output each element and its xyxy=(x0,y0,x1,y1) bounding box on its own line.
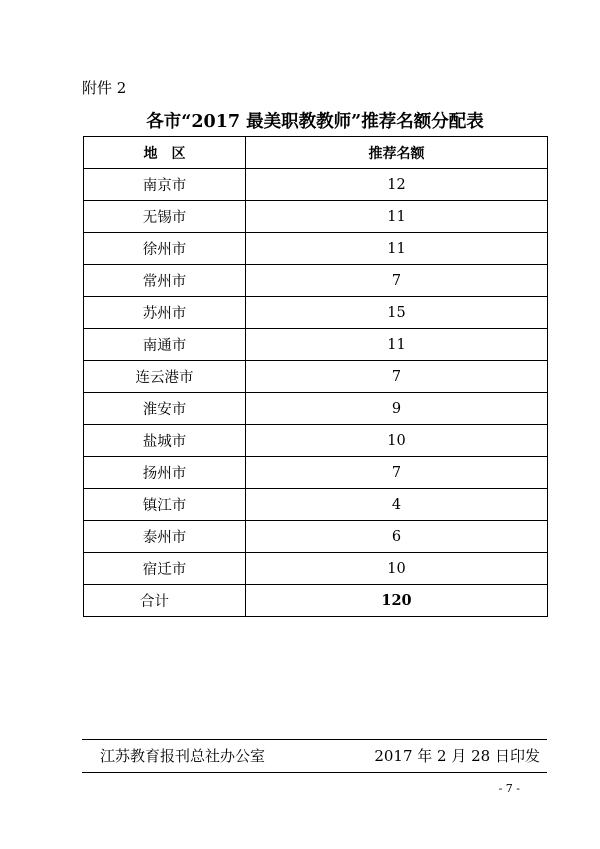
region-cell: 徐州市 xyxy=(84,233,246,265)
table-row xyxy=(84,521,548,553)
quota-cell: 11 xyxy=(246,329,548,361)
table-row xyxy=(84,201,548,233)
table-row xyxy=(84,169,548,201)
table-row xyxy=(84,457,548,489)
region-cell: 盐城市 xyxy=(84,425,246,457)
quota-cell: 7 xyxy=(246,361,548,393)
quota-cell: 6 xyxy=(246,521,548,553)
region-cell: 苏州市 xyxy=(84,297,246,329)
region-cell: 淮安市 xyxy=(84,393,246,425)
region-cell: 南通市 xyxy=(84,329,246,361)
quota-cell: 7 xyxy=(246,265,548,297)
quota-cell: 10 xyxy=(246,553,548,585)
footer-top-rule xyxy=(82,739,547,740)
table-row xyxy=(84,329,548,361)
quota-cell: 9 xyxy=(246,393,548,425)
region-cell: 无锡市 xyxy=(84,201,246,233)
quota-cell: 10 xyxy=(246,425,548,457)
quota-cell: 15 xyxy=(246,297,548,329)
quota-cell: 4 xyxy=(246,489,548,521)
region-cell: 扬州市 xyxy=(84,457,246,489)
quota-cell: 12 xyxy=(246,169,548,201)
table-row xyxy=(84,489,548,521)
table-row xyxy=(84,265,548,297)
table-row xyxy=(84,361,548,393)
total-label: 合计 xyxy=(84,585,246,617)
quota-cell: 7 xyxy=(246,457,548,489)
region-cell: 镇江市 xyxy=(84,489,246,521)
header-region: 地 区 xyxy=(84,137,246,169)
table-row xyxy=(84,297,548,329)
table-row xyxy=(84,425,548,457)
footer-bottom-rule xyxy=(82,772,547,773)
document-title: 各市“2017 最美职教教师”推荐名额分配表 xyxy=(146,112,484,132)
table-row xyxy=(84,393,548,425)
region-cell: 连云港市 xyxy=(84,361,246,393)
total-value: 120 xyxy=(246,585,548,617)
table-header-row xyxy=(84,137,548,169)
region-cell: 宿迁市 xyxy=(84,553,246,585)
table-row xyxy=(84,233,548,265)
attachment-label: 附件 2 xyxy=(82,79,127,97)
table-row xyxy=(84,553,548,585)
footer-issuer: 江苏教育报刊总社办公室 xyxy=(100,747,266,765)
region-cell: 南京市 xyxy=(84,169,246,201)
region-cell: 常州市 xyxy=(84,265,246,297)
quota-cell: 11 xyxy=(246,233,548,265)
quota-table xyxy=(83,136,548,617)
total-row xyxy=(84,585,548,617)
region-cell: 泰州市 xyxy=(84,521,246,553)
header-quota: 推荐名额 xyxy=(246,137,548,169)
footer-issue-date: 2017 年 2 月 28 日印发 xyxy=(374,747,540,765)
quota-cell: 11 xyxy=(246,201,548,233)
page-number: - 7 - xyxy=(498,782,520,795)
